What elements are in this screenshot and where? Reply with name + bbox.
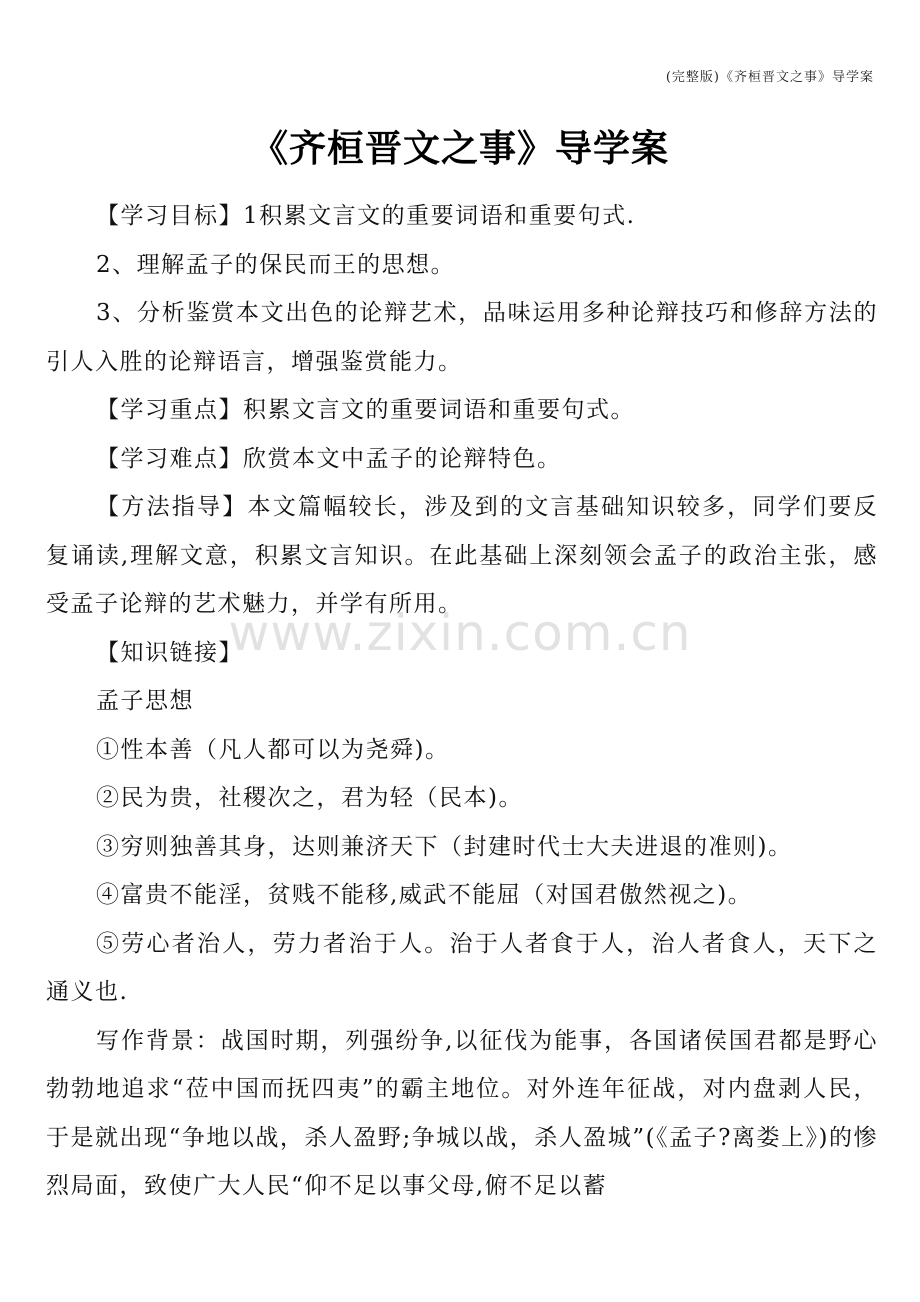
watermark: www.zixin.com.cn <box>228 604 692 662</box>
paragraph-learning-objectives: 【学习目标】1积累文言文的重要词语和重要句式. <box>96 203 636 229</box>
list-item-thought-5: ⑤劳心者治人，劳力者治于人。治于人者食于人，治人者食人，天下之通义也. <box>46 930 878 1005</box>
list-item-thought-3: ③穷则独善其身，达则兼济天下（封建时代士大夫进退的准则)。 <box>96 833 793 860</box>
list-item-thought-4: ④富贵不能淫，贫贱不能移,威武不能屈（对国君傲然视之)。 <box>96 882 753 908</box>
list-item-thought-1: ①性本善（凡人都可以为尧舜)。 <box>96 736 450 763</box>
document-title: 《齐桓晋文之事》导学案 <box>251 126 669 170</box>
paragraph-mencius-thought-heading: 孟子思想 <box>96 688 194 714</box>
paragraph-objective-2: 2、理解孟子的保民而王的思想。 <box>96 251 456 278</box>
paragraph-knowledge-link: 【知识链接】 <box>96 639 243 666</box>
paragraph-writing-background: 写作背景：战国时期，列强纷争,以征伐为能事，各国诸侯国君都是野心勃勃地追求“莅中国而抚四夷”的霸主地位。对外连年征战，对内盘剥人民，于是就出现“争地以战，杀人盈野;争城以战，杀人盈城”(《孟子?离娄上》)的惨烈局面，致使广大人民“仰不足以事父母,俯不足以蓄 <box>46 1027 878 1199</box>
document-body <box>46 192 878 1211</box>
paragraph-objective-3: 3、分析鉴赏本文出色的论辩艺术，品味运用多种论辩技巧和修辞方法的引人入胜的论辩语言，增强鉴赏能力。 <box>46 300 878 375</box>
paragraph-method-guide: 【方法指导】本文篇幅较长，涉及到的文言基础知识较多，同学们要反复诵读,理解文意，积累文言知识。在此基础上深刻领会孟子的政治主张，感受孟子论辩的艺术魅力，并学有所用。 <box>46 494 878 617</box>
list-item-thought-2: ②民为贵，社稷次之，君为轻（民本)。 <box>96 785 523 811</box>
paragraph-difficulties: 【学习难点】欣赏本文中孟子的论辩特色。 <box>96 445 562 472</box>
running-header: (完整版)《齐桓晋文之事》导学案 <box>665 70 874 85</box>
paragraph-key-points: 【学习重点】积累文言文的重要词语和重要句式。 <box>96 397 635 423</box>
